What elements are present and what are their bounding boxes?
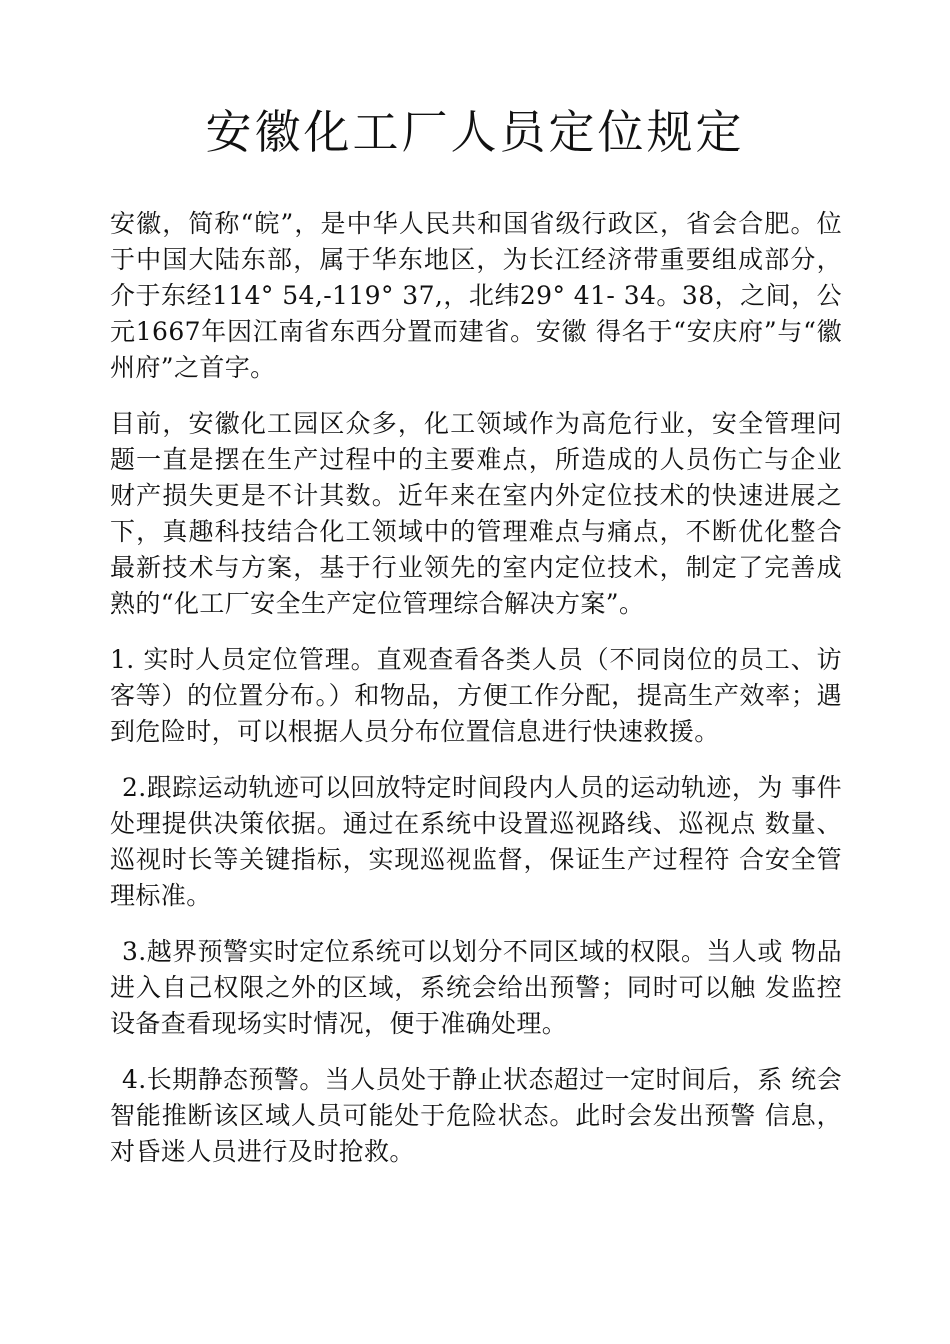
document-body	[110, 206, 842, 1190]
paragraph-background: 目前，安徽化工园区众多，化工领域作为高危行业，安全管理问题一直是摆在生产过程中的主要难点，所造成的人员伤亡与企业财产损失更是不计其数。近年来在室内外定位技术的快速进展之下，真趣科技结合化工领域中的管理难点与痛点，不断优化整合最新技术与方案，基于行业领先的室内定位技术，制定了完善成熟的“化工厂安全生产定位管理综合解决方案”。	[110, 409, 842, 618]
paragraph-intro: 安徽，简称“皖”，是中华人民共和国省级行政区，省会合肥。位于中国大陆东部，属于华东地区，为长江经济带重要组成部分，介于东经114° 54,-119° 37,，北纬29° 41- 34。38，之间，公元1667年因江南省东西分置而建省。安徽 得名于“安庆府”与“徽州府”之首字。	[110, 209, 842, 382]
paragraph-item-4: 4.长期静态预警。当人员处于静止状态超过一定时间后，系 统会智能推断该区域人员可能处于危险状态。此时会发出预警 信息，对昏迷人员进行及时抢救。	[110, 1065, 842, 1166]
document-title: 安徽化工厂人员定位规定	[205, 105, 745, 159]
paragraph-item-2: 2.跟踪运动轨迹可以回放特定时间段内人员的运动轨迹，为 事件处理提供决策依据。通过在系统中设置巡视路线、巡视点 数量、巡视时长等关键指标，实现巡视监督，保证生产过程符 合安全管理标准。	[110, 773, 842, 910]
paragraph-item-3: 3.越界预警实时定位系统可以划分不同区域的权限。当人或 物品进入自己权限之外的区域，系统会给出预警；同时可以触 发监控设备查看现场实时情况，便于准确处理。	[110, 937, 842, 1038]
paragraph-item-1: 1. 实时人员定位管理。直观查看各类人员（不同岗位的员工、访客等）的位置分布。）和物品，方便工作分配，提高生产效率；遇到危险时，可以根据人员分布位置信息进行快速救援。	[110, 645, 842, 746]
